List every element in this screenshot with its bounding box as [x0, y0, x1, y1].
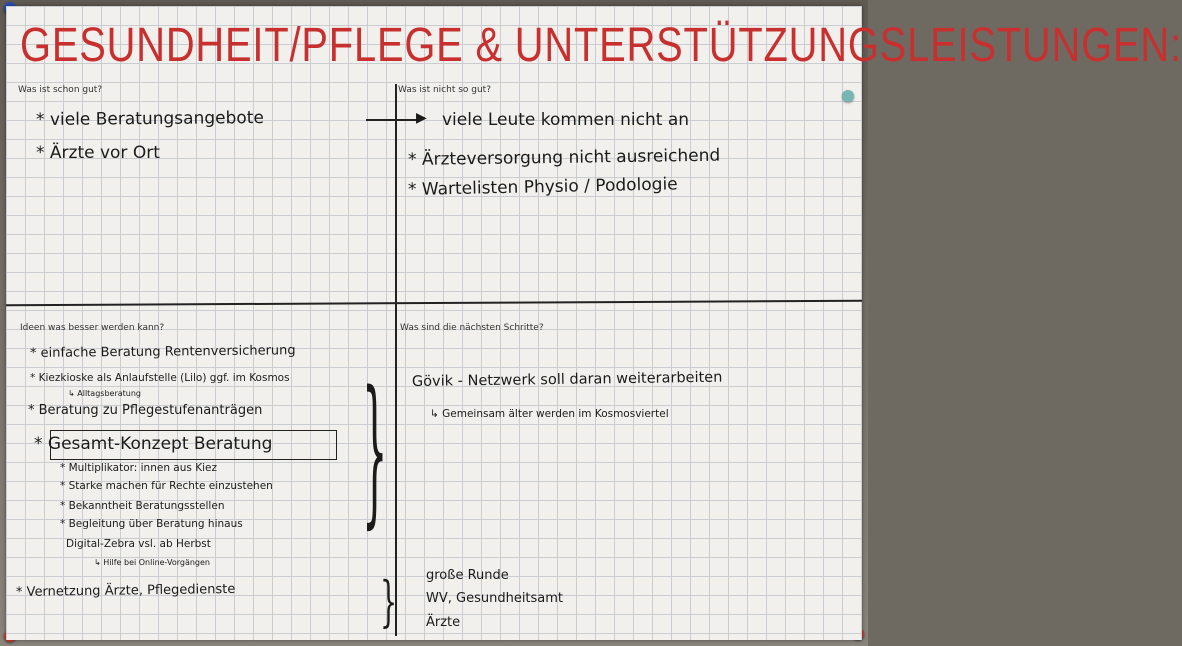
- list-item-sub: ↳ Alltagsberatung: [68, 389, 141, 398]
- list-item-sub: ↳ Hilfe bei Online-Vorgängen: [94, 558, 210, 567]
- question-what-is-not-good: Was ist nicht so gut?: [398, 85, 491, 95]
- list-item: viele Leute kommen nicht an: [442, 110, 690, 130]
- question-ideas: Ideen was besser werden kann?: [20, 323, 165, 333]
- list-item: Digital-Zebra vsl. ab Herbst: [66, 538, 211, 550]
- list-item: große Runde: [426, 568, 509, 583]
- list-item: * Multiplikator: innen aus Kiez: [60, 462, 217, 474]
- list-item: * Ärzteversorgung nicht ausreichend: [407, 145, 721, 170]
- poster-title: GESUNDHEIT/PFLEGE & UNTERSTÜTZUNGSLEISTUNGEN:: [20, 19, 1182, 72]
- list-item: * Kiezkioske als Anlaufstelle (Lilo) ggf. im Kosmos: [30, 372, 290, 384]
- list-item: * Starke machen für Rechte einzustehen: [60, 480, 273, 492]
- list-item: * viele Beratungsangebote: [35, 108, 264, 130]
- list-item: WV, Gesundheitsamt: [426, 591, 564, 606]
- list-item-sub: ↳ Gemeinsam älter werden im Kosmosviertel: [430, 408, 669, 420]
- list-item: Gövik - Netzwerk soll daran weiterarbeiten: [411, 369, 723, 390]
- question-next-steps: Was sind die nächsten Schritte?: [400, 323, 544, 333]
- list-item: Ärzte: [426, 615, 461, 630]
- list-item: * Vernetzung Ärzte, Pflegedienste: [15, 581, 236, 600]
- list-item: * Begleitung über Beratung hinaus: [60, 518, 243, 530]
- pushpin-teal-icon: [842, 90, 854, 102]
- curly-brace-icon: }: [362, 356, 388, 543]
- list-item: * Bekanntheit Beratungsstellen: [60, 500, 225, 512]
- curly-brace-icon: }: [380, 570, 398, 633]
- horizontal-divider: [6, 300, 862, 306]
- list-item: * einfache Beratung Rentenversicherung: [29, 343, 296, 361]
- arrow-head-icon: ▶: [416, 110, 427, 126]
- list-item: * Beratung zu Pflegestufenanträgen: [28, 403, 263, 418]
- arrow-icon: [366, 119, 421, 121]
- flipchart-paper: [6, 6, 1182, 640]
- vertical-divider: [395, 84, 397, 636]
- list-item: * Ärzte vor Ort: [36, 143, 160, 163]
- list-item: * Gesamt-Konzept Beratung: [34, 434, 273, 454]
- list-item: * Wartelisten Physio / Podologie: [407, 174, 678, 200]
- question-what-is-good: Was ist schon gut?: [18, 85, 103, 95]
